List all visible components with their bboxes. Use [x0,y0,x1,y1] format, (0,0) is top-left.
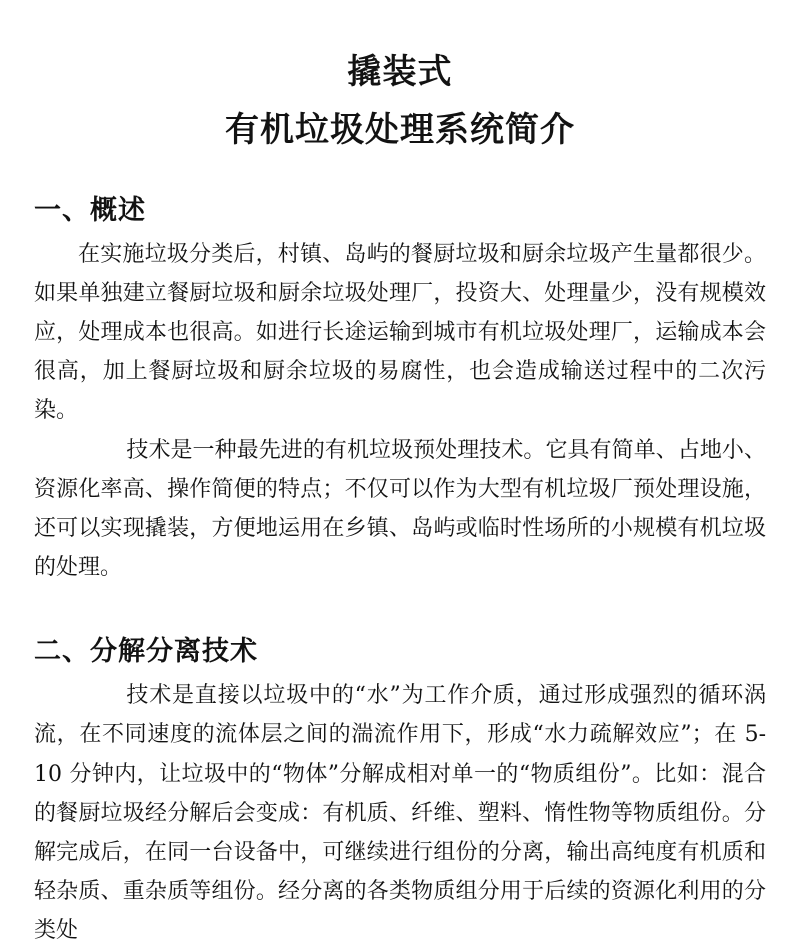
title-line-1: 撬装式 [347,52,453,92]
document-title [34,50,766,154]
title-line-2: 有机垃圾处理系统简介 [225,109,575,150]
section-heading-separation-technology: 二、分解分离技术 [34,636,258,668]
section-heading-overview: 一、概述 [34,194,146,226]
section-body-overview [34,235,766,587]
paragraph: 技术是直接以垃圾中的“水”为工作介质，通过形成强烈的循环涡流，在不同速度的流体层之间的湍流作用下，形成“水力疏解效应”；在 5-10 分钟内，让垃圾中的“物体”分解成相对单一的“物质组份”。比如：混合的餐厨垃圾经分解后会变成：有机质、纤维、塑料、惰性物等物质组份。分解完成后，在同一台设备中，可继续进行组份的分离，输出高纯度有机质和轻杂质、重杂质等组份。经分离的各类物质组分用于后续的资源化利用的分类处 [34,683,766,944]
section-body-separation-technology [34,676,766,950]
paragraph: 在实施垃圾分类后，村镇、岛屿的餐厨垃圾和厨余垃圾产生量都很少。如果单独建立餐厨垃圾和厨余垃圾处理厂，投资大、处理量少，没有规模效应，处理成本也很高。如进行长途运输到城市有机垃圾处理厂，运输成本会很高，加上餐厨垃圾和厨余垃圾的易腐性，也会造成输送过程中的二次污染。 [34,241,766,424]
paragraph: 技术是一种最先进的有机垃圾预处理技术。它具有简单、占地小、资源化率高、操作简便的特点；不仅可以作为大型有机垃圾厂预处理设施，还可以实现撬装，方便地运用在乡镇、岛屿或临时性场所的小规模有机垃圾的处理。 [34,437,766,581]
